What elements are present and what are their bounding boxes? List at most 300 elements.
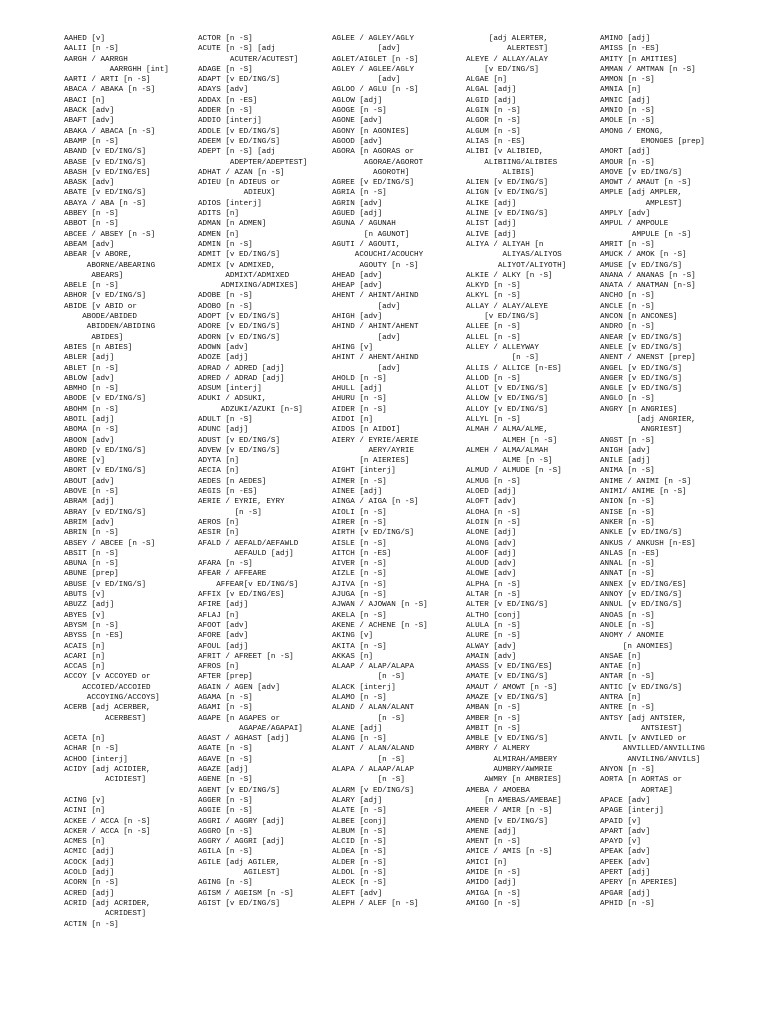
word-entry: AMNIC [adj] (600, 96, 651, 105)
word-entry: ANOAS [n -S] (600, 611, 655, 620)
word-entry: EMONGES [prep] (600, 137, 705, 146)
word-entry: [n AGUNOT] (332, 230, 410, 239)
word-entry: ALIEN [v ED/ING/S] (466, 179, 549, 188)
word-entry: ALOWE [adv] (466, 570, 517, 579)
word-entry: AFROS [n] (198, 663, 240, 672)
word-entry: AIERY / EYRIE/AERIE (332, 436, 419, 445)
word-entry: ALIYAS/ALIYOS (466, 251, 562, 260)
word-entry: AGAIN / AGEN [adv] (198, 683, 281, 692)
word-entry: ACTIN [n -S] (64, 920, 119, 929)
word-entry: ALARM [v ED/ING/S] (332, 786, 415, 795)
word-entry: AMAZE [v ED/ING/S] (466, 694, 549, 702)
word-entry: ADRED / ADRAD [adj] (198, 374, 285, 383)
word-entry: ANYON [n -S] (600, 766, 655, 775)
word-column-4 (466, 34, 600, 1024)
word-entry: ABUSE [v ED/ING/S] (64, 580, 147, 589)
word-entry (64, 786, 198, 796)
word-entry: ALANG [n -S] (332, 735, 387, 744)
word-entry: AGLET/AIGLET [n -S] (332, 55, 419, 64)
word-entry: ANNAL [n -S] (600, 560, 655, 569)
word-entry: AHIND / AHINT/AHENT (332, 323, 419, 332)
word-entry: ANEAR [v ED/ING/S] (600, 333, 683, 342)
word-entry: AHINT / AHENT/AHIND (332, 354, 419, 363)
word-entry: ALINE [v ED/ING/S] (466, 210, 549, 219)
word-entry: ALMAH / ALMA/ALME, (466, 426, 549, 435)
word-entry: AERIE / EYRIE, EYRY (198, 498, 285, 507)
word-entry: ALIAS [n -ES] (466, 137, 526, 146)
word-entry: ABIDDEN/ABIDING (64, 323, 156, 332)
word-entry: ADIEU [n ADIEUS or (198, 179, 281, 188)
word-entry: ADEPTER/ADEPTEST] (198, 158, 308, 167)
word-entry: ANENT / ANENST [prep] (600, 354, 696, 363)
word-entry: ADOZE [adj] (198, 354, 249, 363)
word-entry: AKITA [n -S] (332, 642, 387, 651)
word-entry: ALLOW [v ED/ING/S] (466, 395, 549, 404)
word-entry: ABOHM [n -S] (64, 405, 119, 414)
word-entry: ALANE [adj] (332, 724, 383, 733)
word-entry: ANIMI/ ANIME [n -S] (600, 488, 687, 497)
word-entry: ADORN [v ED/ING/S] (198, 333, 281, 342)
word-entry: ADDIO [interj] (198, 117, 262, 126)
word-entry: AEDES [n AEDES] (198, 477, 267, 486)
word-entry: AHOLD [n -S] (332, 374, 387, 383)
word-entry: ANILE [adj] (600, 457, 651, 466)
word-entry: AKKAS [n] (332, 652, 374, 661)
word-entry: ALIST [adj] (466, 220, 517, 229)
word-entry: AMAUT / AMOWT [n -S] (466, 683, 558, 692)
word-entry: AKENE / ACHENE [n -S] (332, 621, 428, 630)
word-entry: AFTER [prep] (198, 673, 253, 682)
word-entry: ABLET [n -S] (64, 364, 119, 373)
word-entry: AGRIA [n -S] (332, 189, 387, 198)
word-entry: ALKYD [n -S] (466, 282, 521, 291)
word-entry: ABORNE/ABEARING (64, 261, 156, 270)
word-entry: APAYD [v] (600, 838, 642, 847)
word-entry: AORTA [n AORTAS or (600, 776, 683, 785)
word-entry: AMEND [v ED/ING/S] (466, 817, 549, 826)
word-entry: ALGIN [n -S] (466, 107, 521, 116)
word-column-1 (64, 34, 198, 1024)
word-entry: AFORE [adv] (198, 632, 249, 641)
word-entry: ALERTEST] (466, 45, 549, 54)
word-entry: ADHAT / AZAN [n -S] (198, 168, 285, 177)
word-entry: AFFIX [v ED/ING/ES] (198, 591, 285, 600)
word-entry: AMOUR [n -S] (600, 158, 655, 167)
word-entry: APERT [adj] (600, 869, 651, 878)
word-entry: ALIBI [v ALIBIED, (466, 148, 544, 157)
word-entry: ALOED [adj] (466, 488, 517, 497)
word-entry: ANIMA [n -S] (600, 467, 655, 476)
word-list-page (64, 34, 736, 1024)
word-entry: ALLYL [n -S] (466, 415, 521, 424)
word-entry: ABORD [v ED/ING/S] (64, 446, 147, 455)
word-entry: ALAPA / ALAAP/ALAP (332, 766, 415, 775)
word-entry: ALIGN [v ED/ING/S] (466, 189, 549, 198)
word-entry: ADDLE [v ED/ING/S] (198, 127, 281, 136)
word-entry: ACIDIEST] (64, 776, 147, 785)
word-entry: ABELE [n -S] (64, 282, 119, 291)
word-entry: ABORE [v] (64, 457, 106, 466)
word-entry: AGLOW [adj] (332, 96, 383, 105)
word-entry: ABIES [n ABIES] (64, 343, 133, 352)
word-entry: ACORN [n -S] (64, 879, 119, 888)
word-entry: AARTI / ARTI [n -S] (64, 76, 151, 85)
word-entry: ADUNC [adj] (198, 426, 249, 435)
word-entry: AGGER [n -S] (198, 796, 253, 805)
word-entry: ANGLO [n -S] (600, 395, 655, 404)
word-entry: AFRIT / AFREET [n -S] (198, 652, 294, 661)
word-entry: AHENT / AHINT/AHIND (332, 292, 419, 301)
word-entry: AHEAD [adv] (332, 271, 383, 280)
word-entry: AITCH [n -ES] (332, 549, 392, 558)
word-entry: AGAVE [n -S] (198, 755, 253, 764)
word-entry: ABAKA / ABACA [n -S] (64, 127, 156, 136)
word-entry: APACE [adv] (600, 796, 651, 805)
word-entry: AMPULE [n -S] (600, 230, 692, 239)
word-entry: ALGUM [n -S] (466, 127, 521, 136)
word-entry: ALGID [adj] (466, 96, 517, 105)
word-entry: [n -S] (332, 755, 405, 764)
word-entry: AGREE [v ED/ING/S] (332, 179, 415, 188)
word-entry: AMENT [n -S] (466, 838, 521, 847)
word-entry: AMUSE [v ED/ING/S] (600, 261, 683, 270)
word-entry: ADZUKI/AZUKI [n-S] (198, 405, 303, 414)
word-entry: ALAMO [n -S] (332, 694, 387, 702)
word-entry: AMPLE [adj AMPLER, (600, 189, 683, 198)
word-entry: ADEPT [n -S] [adj (198, 148, 276, 157)
word-entry: ACERBEST] (64, 714, 147, 723)
word-entry: ALGOR [n -S] (466, 117, 521, 126)
word-entry: ABUNA [n -S] (64, 560, 119, 569)
word-entry: ABMHO [n -S] (64, 385, 119, 394)
word-entry: ABOMA [n -S] (64, 426, 119, 435)
word-entry: ABODE/ABIDED (64, 313, 137, 322)
word-entry: AMEER / AMIR [n -S] (466, 807, 553, 816)
word-entry: AMBRY / ALMERY (466, 745, 530, 754)
word-entry: AHIGH [adv] (332, 313, 383, 322)
word-entry: AFLAJ [n] (198, 611, 240, 620)
word-entry: ABOON [adv] (64, 436, 115, 445)
word-entry: AALII [n -S] (64, 45, 119, 54)
word-entry: AFIRE [adj] (198, 601, 249, 610)
word-entry: ANOLE [n -S] (600, 621, 655, 630)
word-entry: ALLEY / ALLEYWAY (466, 343, 539, 352)
word-entry: AARGH / AARRGH (64, 55, 128, 64)
word-entry: ABEAM [adv] (64, 240, 115, 249)
word-entry: ABYES [v] (64, 611, 106, 620)
word-entry: AUMBRY/AWMRIE (466, 766, 553, 775)
word-entry: AGILA [n -S] (198, 848, 253, 857)
word-entry: ACAIS [n] (64, 642, 106, 651)
word-entry: ALURE [n -S] (466, 632, 521, 641)
word-entry: AMATE [v ED/ING/S] (466, 673, 549, 682)
word-entry: ABRAM [adj] (64, 498, 115, 507)
word-entry: [n -S] (332, 673, 405, 682)
word-entry: ADMEN [n] (198, 230, 240, 239)
word-entry: ANNUL [v ED/ING/S] (600, 601, 683, 610)
word-entry: ADAYS [adv] (198, 86, 249, 95)
word-entry: AGING [n -S] (198, 879, 253, 888)
word-entry: ALTHO [conj] (466, 611, 521, 620)
word-entry: AMPUL / AMPOULE (600, 220, 669, 229)
word-entry: ANTRE [n -S] (600, 704, 655, 713)
word-entry: ABSIT [n -S] (64, 549, 119, 558)
word-entry: AGAMI [n -S] (198, 704, 253, 713)
word-entry: ALBUM [n -S] (332, 827, 387, 836)
word-entry: AIMER [n -S] (332, 477, 387, 486)
word-entry: AMRIT [n -S] (600, 240, 655, 249)
word-entry: AIDER [n -S] (332, 405, 387, 414)
word-entry: AMENE [adj] (466, 827, 517, 836)
word-entry: ALATE [n -S] (332, 807, 387, 816)
word-entry: AESIR [n] (198, 529, 240, 538)
word-entry: [n AMEBAS/AMEBAE] (466, 796, 562, 805)
word-entry: ABUNE [prep] (64, 570, 119, 579)
word-entry: ABHOR [v ED/ING/S] (64, 292, 147, 301)
word-entry: ACRID [adj ACRIDER, (64, 899, 151, 908)
word-entry: AMOVE [v ED/ING/S] (600, 168, 683, 177)
word-entry: ALWAY [adv] (466, 642, 517, 651)
word-entry: ACIDY [adj ACIDIER, (64, 766, 151, 775)
word-entry: ABAFT [adv] (64, 117, 115, 126)
word-entry: ACUTE [n -S] [adj (198, 45, 276, 54)
word-entry: ALKYL [n -S] (466, 292, 521, 301)
word-entry: ALIYOT/ALIYOTH] (466, 261, 567, 270)
word-entry: ADORE [v ED/ING/S] (198, 323, 281, 332)
word-entry: ACMES [n] (64, 838, 106, 847)
word-entry: AMEBA / AMOEBA (466, 786, 530, 795)
word-entry: ANLAS [n -ES] (600, 549, 660, 558)
word-entry: AMIDE [n -S] (466, 869, 521, 878)
word-entry: AFALD / AEFALD/AEFAWLD (198, 539, 299, 548)
word-entry: ADYTA [n] (198, 457, 240, 466)
word-entry: ANGLE [v ED/ING/S] (600, 385, 683, 394)
word-entry: ABLER [adj] (64, 354, 115, 363)
word-entry: [n AIERIES] (332, 457, 410, 466)
word-entry: AGOGE [n -S] (332, 107, 387, 116)
word-entry: AMOLE [n -S] (600, 117, 655, 126)
word-entry: AFFEAR[v ED/ING/S] (198, 580, 299, 589)
word-entry: ALDOL [n -S] (332, 869, 387, 878)
word-entry: ANGER [v ED/ING/S] (600, 374, 683, 383)
word-entry: ADMIX [v ADMIXED, (198, 261, 276, 270)
word-entry: AGAPE [n AGAPES or (198, 714, 281, 723)
word-entry: ABBOT [n -S] (64, 220, 119, 229)
word-entry: AMBLE [v ED/ING/S] (466, 735, 549, 744)
word-entry: ABUZZ [adj] (64, 601, 115, 610)
word-entry: [n -S] (198, 508, 262, 517)
word-entry: AEFAULD [adj] (198, 549, 294, 558)
word-entry: AGONY [n AGONIES] (332, 127, 410, 136)
word-entry: ABASH [v ED/ING/ES] (64, 168, 151, 177)
word-entry: ALLOY [v ED/ING/S] (466, 405, 549, 414)
word-entry: ALGAL [adj] (466, 86, 517, 95)
word-entry: AGOUTY [n -S] (332, 261, 419, 270)
word-entry: ALONE [adj] (466, 529, 517, 538)
word-entry: AGUTI / AGOUTI, (332, 240, 401, 249)
word-entry: AEROS [n] (198, 518, 240, 527)
word-entry: ABOIL [adj] (64, 415, 115, 424)
word-entry: AIVER [n -S] (332, 560, 387, 569)
word-entry: AFOUL [adj] (198, 642, 249, 651)
word-entry: ADRAD / ADRED [adj] (198, 364, 285, 373)
word-entry: ALDER [n -S] (332, 858, 387, 867)
word-entry: ANCLE [n -S] (600, 302, 655, 311)
word-entry: APERY [n APERIES] (600, 879, 678, 888)
word-entry: ADOBE [n -S] (198, 292, 253, 301)
word-entry: AEGIS [n -ES] (198, 488, 258, 497)
word-entry: ANTSIEST] (600, 724, 683, 733)
word-entry: AKELA [n -S] (332, 611, 387, 620)
word-entry: ALARY [adj] (332, 796, 383, 805)
word-entry: ANISE [n -S] (600, 508, 655, 517)
word-entry: AGGRO [n -S] (198, 827, 253, 836)
word-entry: ALBEE [conj] (332, 817, 387, 826)
word-entry: ANION [n -S] (600, 498, 655, 507)
word-entry: ALIYA / ALIYAH [n (466, 240, 544, 249)
word-entry: ABACK [adv] (64, 107, 115, 116)
word-entry: AMNIA [n] (600, 86, 642, 95)
word-entry: AGAST / AGHAST [adj] (198, 735, 290, 744)
word-entry: AGAPAE/AGAPAI] (198, 724, 303, 733)
word-entry: AHING [v] (332, 343, 374, 352)
word-entry: ALLAY / ALAY/ALEYE (466, 302, 549, 311)
word-entry: ALACK [interj] (332, 683, 396, 692)
word-entry: [adj ALERTER, (466, 35, 549, 43)
word-entry: [n ANOMIES] (600, 642, 673, 651)
word-entry: ANTIC [v ED/ING/S] (600, 683, 683, 692)
word-entry: ABACI [n] (64, 96, 106, 105)
word-entry: ANVILING/ANVILS] (600, 755, 701, 764)
word-entry: ACOLD [adj] (64, 869, 115, 878)
word-entry (64, 724, 198, 734)
word-entry: AGUNA / AGUNAH (332, 220, 396, 229)
word-entry: ACHOO [interj] (64, 755, 128, 764)
word-entry: AINEE [adj] (332, 488, 383, 497)
word-entry: ANNEX [v ED/ING/ES] (600, 580, 687, 589)
word-entry: ANNAT [n -S] (600, 570, 655, 579)
word-entry: AMICI [n] (466, 858, 508, 867)
word-entry: ACHAR [n -S] (64, 745, 119, 754)
word-entry: ADOWN [adv] (198, 343, 249, 352)
word-entry: ABEAR [v ABORE, (64, 251, 133, 260)
word-entry: ALME [n -S] (466, 457, 553, 466)
word-entry: ABIDES] (64, 333, 124, 342)
word-entry: ADOPT [v ED/ING/S] (198, 313, 281, 322)
word-entry: ALLOD [n -S] (466, 374, 521, 383)
word-entry: AJUGA [n -S] (332, 591, 387, 600)
word-entry: ADITS [n] (198, 210, 240, 219)
word-entry: ANOMY / ANOMIE (600, 632, 664, 641)
word-entry: ACRIDEST] (64, 910, 147, 919)
word-entry: ACMIC [adj] (64, 848, 115, 857)
word-entry: ACCOY [v ACCOYED or (64, 673, 151, 682)
word-entry: ALLOT [v ED/ING/S] (466, 385, 549, 394)
word-entry: ALLIS / ALLICE [n-ES] (466, 364, 562, 373)
word-entry: ABYSM [n -S] (64, 621, 119, 630)
word-entry: ALEYE / ALLAY/ALAY (466, 55, 549, 64)
word-entry: ABOUT [adv] (64, 477, 115, 486)
word-entry: AFOOT [adv] (198, 621, 249, 630)
word-entry: ALAAP / ALAP/ALAPA (332, 663, 415, 672)
word-entry: ABAMP [n -S] (64, 137, 119, 146)
word-entry: ALIBIS] (466, 168, 535, 177)
word-entry: ALOIN [n -S] (466, 518, 521, 527)
word-entry: AHURU [n -S] (332, 395, 387, 404)
word-entry: AGONE [adv] (332, 117, 383, 126)
word-entry: ABIDE [v ABID or (64, 302, 137, 311)
word-entry: ADULT [n -S] (198, 415, 253, 424)
word-entry: AIGHT [interj] (332, 467, 396, 476)
word-entry: AMIGO [n -S] (466, 899, 521, 908)
word-entry: AGAMA [n -S] (198, 694, 253, 702)
word-entry: ADAGE [n -S] (198, 65, 253, 74)
word-entry: ABASK [adv] (64, 179, 115, 188)
word-entry: AGISM / AGEISM [n -S] (198, 889, 294, 898)
word-entry: ANTRA [n] (600, 694, 642, 702)
word-entry: AMICE / AMIS [n -S] (466, 848, 553, 857)
word-entry: ABAYA / ABA [n -S] (64, 199, 147, 208)
word-entry: ALKIE / ALKY [n -S] (466, 271, 553, 280)
word-entry: ALIBIING/ALIBIES (466, 158, 558, 167)
word-entry: ADMIN [n -S] (198, 240, 253, 249)
word-entry: ANKLE [v ED/ING/S] (600, 529, 683, 538)
word-entry: ABLOW [adv] (64, 374, 115, 383)
word-entry: AORTAE] (600, 786, 673, 795)
word-entry: ACOCK [adj] (64, 858, 115, 867)
word-entry: ADOBO [n -S] (198, 302, 253, 311)
word-entry: APEAK [adv] (600, 848, 651, 857)
word-entry: ALMIRAH/AMBERY (466, 755, 558, 764)
word-entry: ABBEY [n -S] (64, 210, 119, 219)
word-column-3 (332, 34, 466, 1024)
word-entry: AFARA [n -S] (198, 560, 253, 569)
word-entry: ALIVE [adj] (466, 230, 517, 239)
word-entry: AGGRI / AGGRY [adj] (198, 817, 285, 826)
word-entry: AMMAN / AMTMAN [n -S] (600, 65, 696, 74)
word-entry: ANIGH [adv] (600, 446, 651, 455)
word-entry: ALULA [n -S] (466, 621, 521, 630)
word-entry: ANKER [n -S] (600, 518, 655, 527)
word-entry: ALMEH / ALMA/ALMAH (466, 446, 549, 455)
word-entry: ACKER / ACCA [n -S] (64, 827, 151, 836)
word-entry: AHULL [adj] (332, 385, 383, 394)
word-entry: ALOHA [n -S] (466, 508, 521, 517)
word-entry: [adv] (332, 302, 401, 311)
word-entry: AGENT [v ED/ING/S] (198, 786, 281, 795)
word-entry: ACRED [adj] (64, 889, 115, 898)
word-entry: ACING [v] (64, 796, 106, 805)
word-entry: ALTER [v ED/ING/S] (466, 601, 549, 610)
word-entry: ALLEL [n -S] (466, 333, 521, 342)
word-entry: AIOLI [n -S] (332, 508, 387, 517)
word-entry: ANELE [v ED/ING/S] (600, 343, 683, 352)
word-entry: AMNIO [n -S] (600, 107, 655, 116)
word-entry: ALONG [adv] (466, 539, 517, 548)
word-entry: ADUKI / ADSUKI, (198, 395, 267, 404)
word-entry: ACERB [adj ACERBER, (64, 704, 151, 713)
word-entry: [adv] (332, 76, 401, 85)
word-entry: ADMIT [v ED/ING/S] (198, 251, 281, 260)
word-entry: [n -S] (466, 354, 539, 363)
word-entry: ADMIXING/ADMIXES] (198, 282, 299, 291)
word-entry: ALANT / ALAN/ALAND (332, 745, 415, 754)
word-entry: AIRER [n -S] (332, 518, 387, 527)
word-column-5 (600, 34, 736, 1024)
word-entry: APAGE [interj] (600, 807, 664, 816)
word-entry: ALGAE [n] (466, 76, 508, 85)
word-entry: AMONG / EMONG, (600, 127, 664, 136)
